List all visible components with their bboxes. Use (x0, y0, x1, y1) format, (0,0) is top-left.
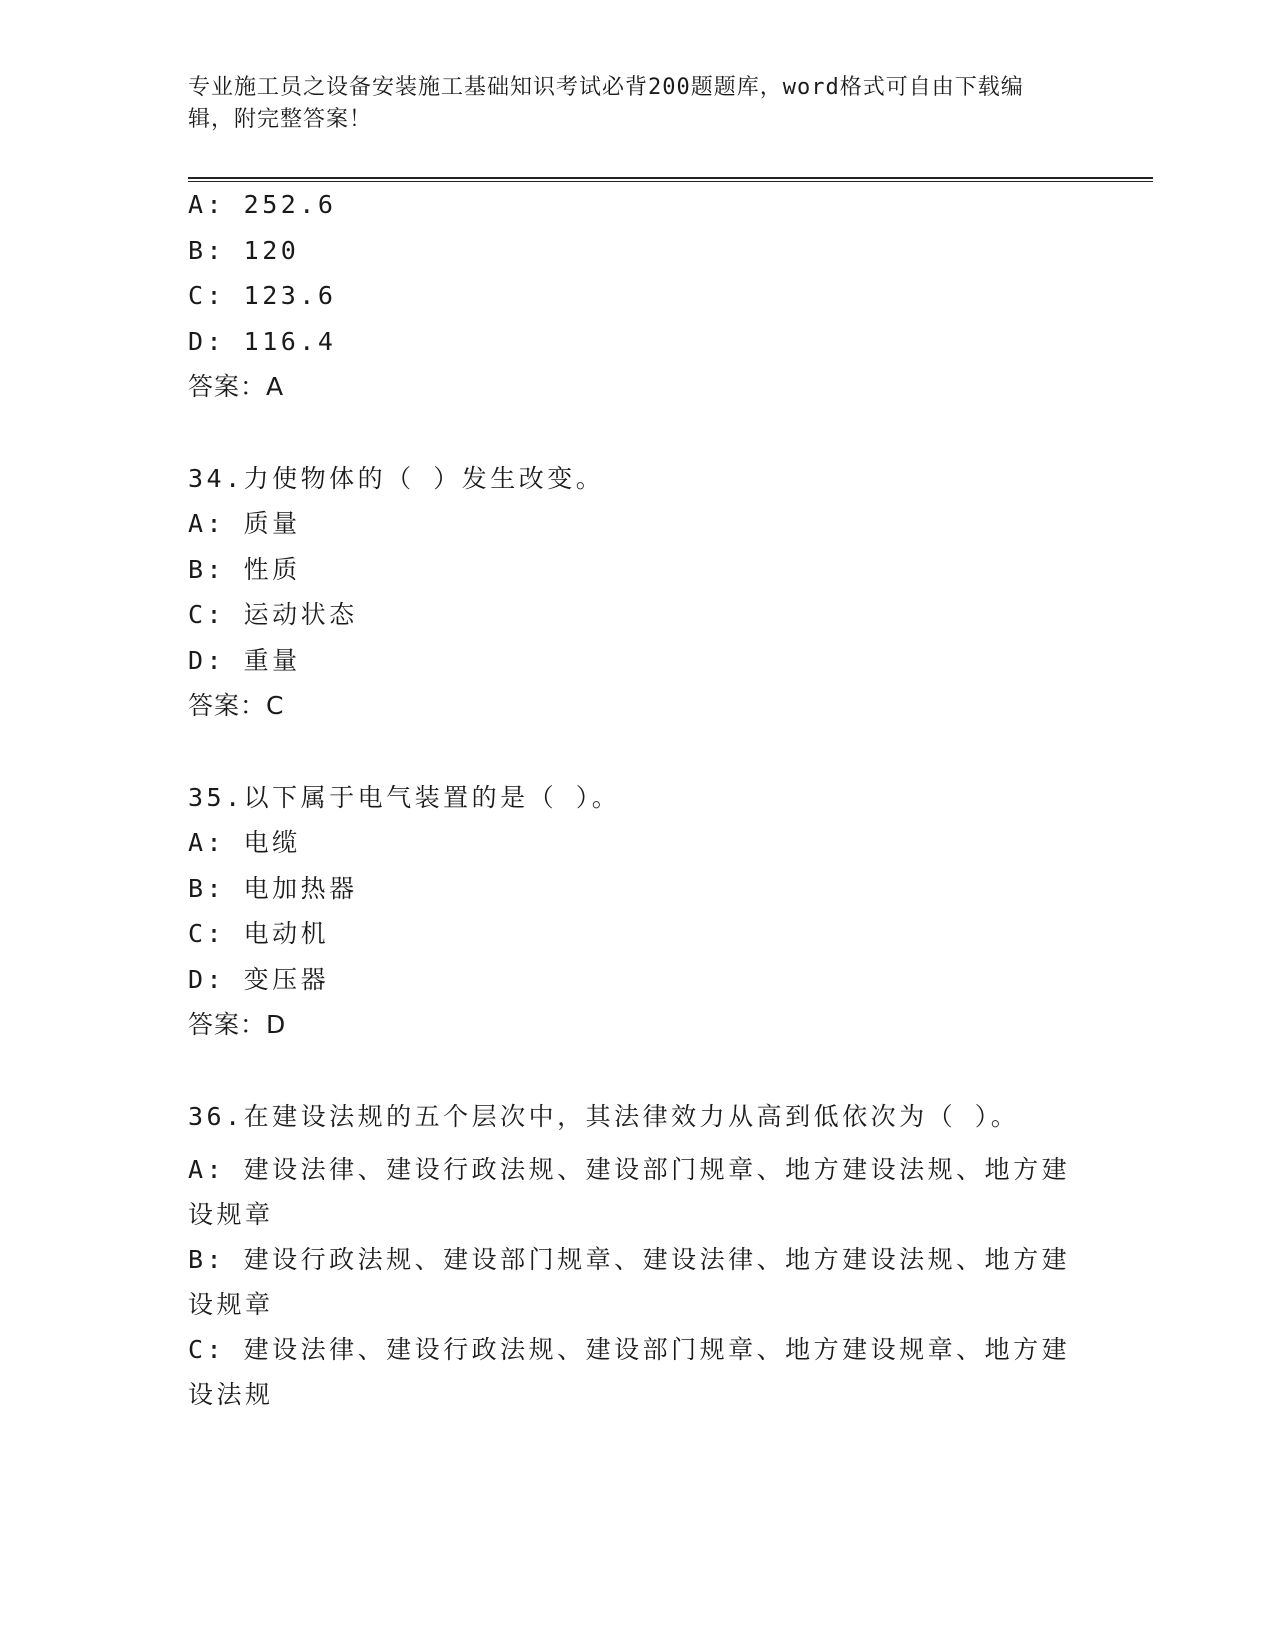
header-rule-thick (188, 177, 1153, 179)
question-text: 34.力使物体的（ ）发生改变。 (188, 463, 605, 493)
option-b: B: 建设行政法规、建设部门规章、建设法律、地方建设法规、地方建设规章 (188, 1245, 1071, 1319)
question-36-block (188, 1102, 1088, 1418)
answer-line: 答案：A (188, 372, 285, 401)
option-d: D: 变压器 (188, 964, 330, 994)
question-33-block (188, 190, 1088, 402)
option-b: B: 120 (188, 235, 300, 265)
answer-line: 答案：D (188, 1010, 287, 1039)
question-35-block (188, 783, 1088, 1041)
option-d: D: 重量 (188, 645, 301, 675)
option-b: B: 性质 (188, 554, 301, 584)
option-a: A: 质量 (188, 509, 301, 538)
question-text: 35.以下属于电气装置的是（ ）。 (188, 782, 621, 812)
document-header: 专业施工员之设备安装施工基础知识考试必背200题题库，word格式可自由下载编辑，附完整答案！ (188, 75, 1024, 132)
option-c: C: 建设法律、建设行政法规、建设部门规章、地方建设规章、地方建设法规 (188, 1335, 1071, 1409)
question-34-block (188, 464, 1088, 722)
header-rule-thin (188, 181, 1153, 182)
option-a: A: 建设法律、建设行政法规、建设部门规章、地方建设法规、地方建设规章 (188, 1155, 1071, 1229)
option-a: A: 252.6 (188, 190, 337, 219)
option-a: A: 电缆 (188, 828, 301, 857)
option-c: C: 123.6 (188, 281, 337, 310)
option-c: C: 电动机 (188, 919, 330, 948)
answer-line: 答案：C (188, 691, 285, 720)
option-d: D: 116.4 (188, 326, 337, 356)
question-text: 36.在建设法规的五个层次中，其法律效力从高到低依次为（ ）。 (188, 1101, 1020, 1131)
option-b: B: 电加热器 (188, 873, 358, 903)
document-body (188, 190, 1088, 1417)
option-c: C: 运动状态 (188, 600, 358, 629)
